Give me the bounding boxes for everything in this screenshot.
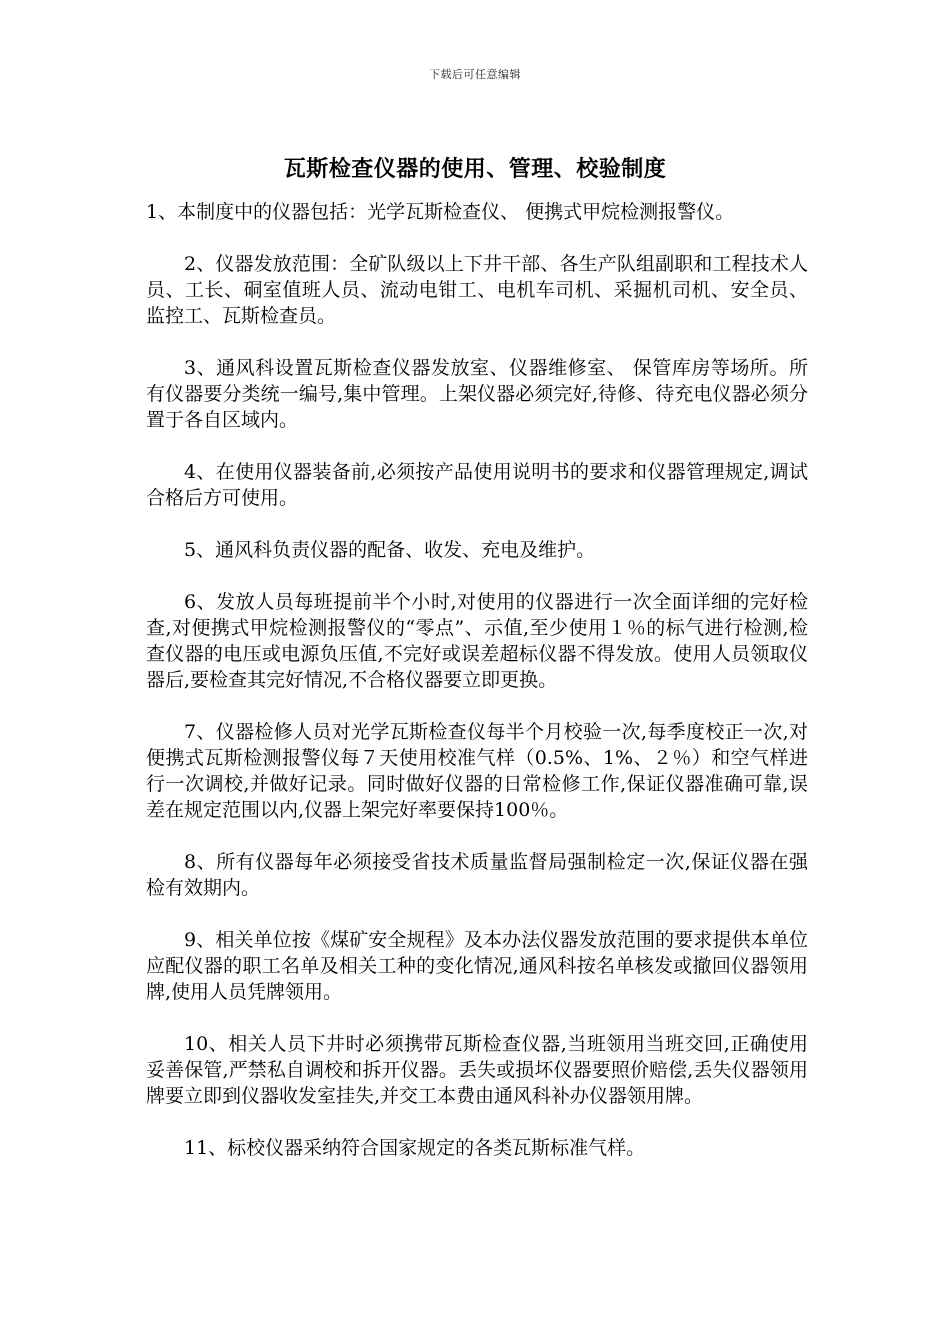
- document-title: 瓦斯检查仪器的使用、管理、校验制度: [283, 156, 667, 182]
- paragraph-7: 7、仪器检修人员对光学瓦斯检查仪每半个月校验一次,每季度校正一次,对便携式瓦斯检测报警仪每７天使用校准气样（0.5%、1%、２％）和空气样进行一次调校,并做好记录。同时做好仪器的日常检修工作,保证仪器准确可靠,误差在规定范围以内,仪器上架完好率要保持100％。: [146, 721, 808, 821]
- paragraph-8: 8、所有仪器每年必须接受省技术质量监督局强制检定一次,保证仪器在强检有效期内。: [146, 851, 808, 899]
- paragraph-11: 11、标校仪器采纳符合国家规定的各类瓦斯标准气样。: [184, 1137, 646, 1159]
- paragraph-6: 6、发放人员每班提前半个小时,对使用的仪器进行一次全面详细的完好检查,对便携式甲烷检测报警仪的“零点”、示值,至少使用１％的标气进行检测,检查仪器的电压或电源负压值,不完好或误差超标仪器不得发放。使用人员领取仪器后,要检查其完好情况,不合格仪器要立即更换。: [146, 591, 808, 691]
- paragraph-5: 5、通风科负责仪器的配备、收发、充电及维护。: [184, 539, 596, 561]
- document-body: [146, 199, 808, 1187]
- paragraph-4: 4、在使用仪器装备前,必须按产品使用说明书的要求和仪器管理规定,调试合格后方可使用。: [146, 461, 808, 509]
- paragraph-2: 2、仪器发放范围：全矿队级以上下井干部、各生产队组副职和工程技术人员、工长、硐室值班人员、流动电钳工、电机车司机、采掘机司机、安全员、监控工、瓦斯检查员。: [146, 253, 808, 327]
- paragraph-10: 10、相关人员下井时必须携带瓦斯检查仪器,当班领用当班交回,正确使用妥善保管,严禁私自调校和拆开仪器。丢失或损坏仪器要照价赔偿,丢失仪器领用牌要立即到仪器收发室挂失,并交工本费由通风科补办仪器领用牌。: [146, 1033, 808, 1107]
- header-note: 下载后可任意编辑: [429, 68, 521, 81]
- paragraph-9: 9、相关单位按《煤矿安全规程》及本办法仪器发放范围的要求提供本单位应配仪器的职工名单及相关工种的变化情况,通风科按名单核发或撤回仪器领用牌,使用人员凭牌领用。: [146, 929, 808, 1003]
- paragraph-3: 3、通风科设置瓦斯检查仪器发放室、仪器维修室、 保管库房等场所。所有仪器要分类统一编号,集中管理。上架仪器必须完好,待修、待充电仪器必须分置于各自区域内。: [146, 357, 808, 431]
- paragraph-1: 1、本制度中的仪器包括：光学瓦斯检查仪、 便携式甲烷检测报警仪。: [146, 201, 735, 223]
